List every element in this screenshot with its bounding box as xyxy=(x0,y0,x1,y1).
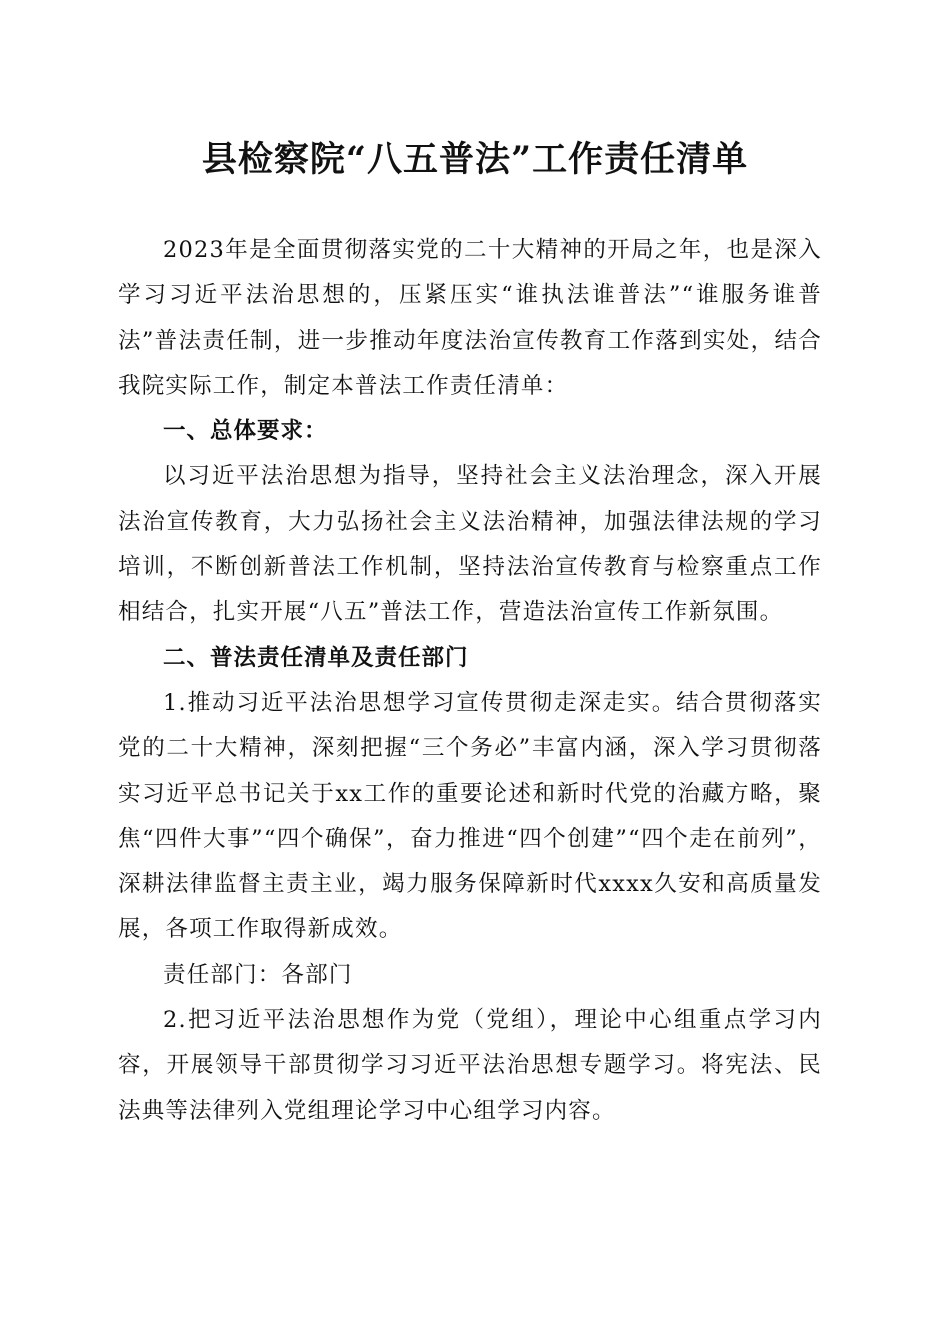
intro-paragraph: 2023年是全面贯彻落实党的二十大精神的开局之年，也是深入学习习近平法治思想的，压紧压实“谁执法谁普法”“谁服务谁普法”普法责任制，进一步推动年度法治宣传教育工作落到实处，结合我院实际工作，制定本普法工作责任清单： xyxy=(118,237,822,399)
section-2-heading: 二、普法责任清单及责任部门 xyxy=(163,644,469,671)
section-2-item-2: 2.把习近平法治思想作为党（党组），理论中心组重点学习内容，开展领导干部贯彻学习习近平法治思想专题学习。将宪法、民法典等法律列入党组理论学习中心组学习内容。 xyxy=(118,1007,822,1124)
document-body xyxy=(118,228,822,1134)
section-2-item-1: 1.推动习近平法治思想学习宣传贯彻走深走实。结合贯彻落实党的二十大精神，深刻把握“三个务必”丰富内涵，深入学习贯彻落实习近平总书记关于xx工作的重要论述和新时代党的治藏方略，聚焦“四件大事”“四个确保”，奋力推进“四个创建”“四个走在前列”，深耕法律监督主责主业，竭力服务保障新时代xxxx久安和高质量发展，各项工作取得新成效。 xyxy=(118,689,822,943)
document-title: 县检察院“八五普法”工作责任清单 xyxy=(201,139,749,180)
section-1-heading: 一、总体要求： xyxy=(163,418,328,445)
section-1-body: 以习近平法治思想为指导，坚持社会主义法治理念，深入开展法治宣传教育，大力弘扬社会主义法治精神，加强法律法规的学习培训，不断创新普法工作机制，坚持法治宣传教育与检察重点工作相结合，扎实开展“八五”普法工作，营造法治宣传工作新氛围。 xyxy=(118,463,822,626)
section-2-item-1-department: 责任部门：各部门 xyxy=(163,961,353,988)
